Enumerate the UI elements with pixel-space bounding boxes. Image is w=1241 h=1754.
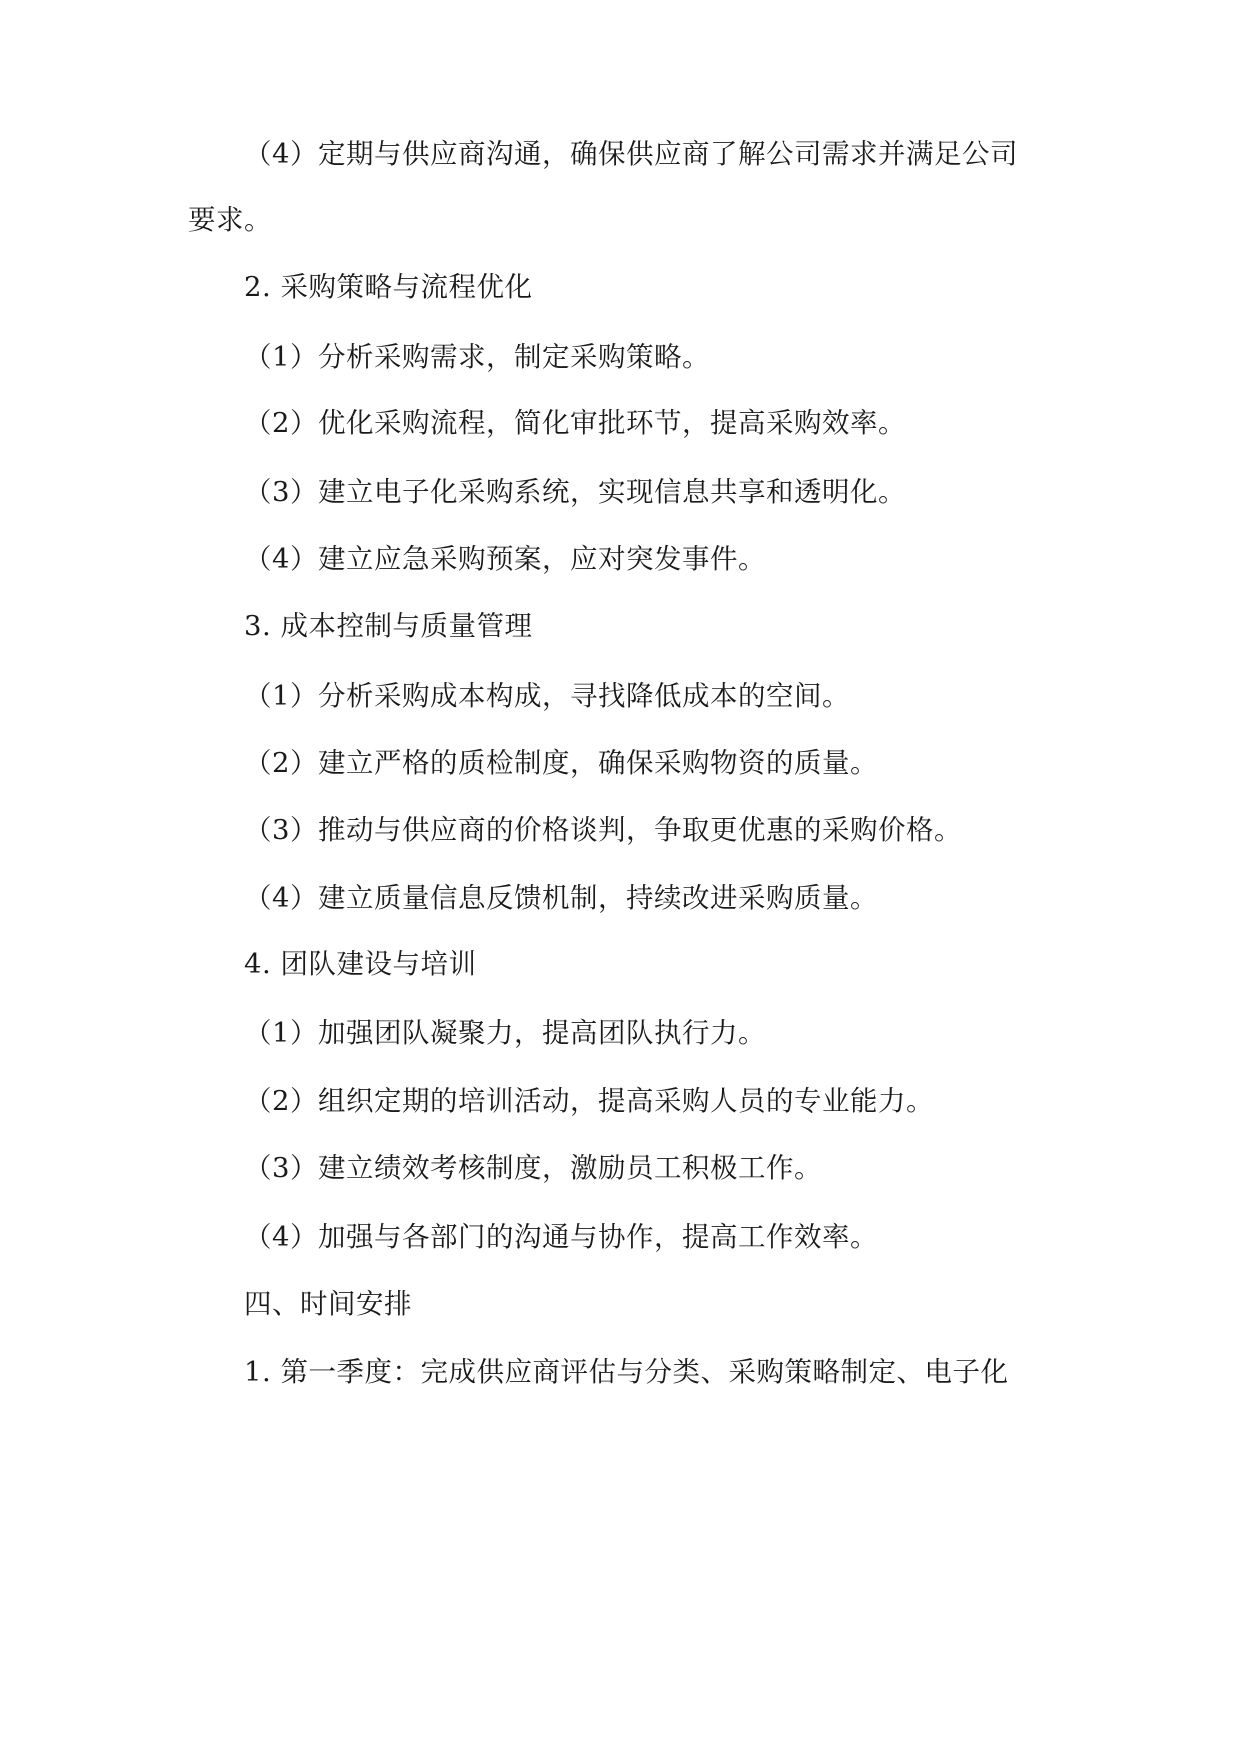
list-item: （4）建立质量信息反馈机制，持续改进采购质量。 bbox=[244, 882, 878, 914]
list-item: （3）建立绩效考核制度，激励员工积极工作。 bbox=[244, 1152, 822, 1184]
paragraph-line: （4）定期与供应商沟通，确保供应商了解公司需求并满足公司 bbox=[244, 138, 1018, 170]
paragraph-line: 要求。 bbox=[188, 204, 272, 236]
list-item: （2）建立严格的质检制度，确保采购物资的质量。 bbox=[244, 747, 878, 779]
list-item: （2）组织定期的培训活动，提高采购人员的专业能力。 bbox=[244, 1085, 934, 1117]
list-item: （1）加强团队凝聚力，提高团队执行力。 bbox=[244, 1017, 766, 1049]
list-item: （4）建立应急采购预案，应对突发事件。 bbox=[244, 543, 766, 575]
section-heading: 2. 采购策略与流程优化 bbox=[244, 271, 533, 303]
list-item: （1）分析采购成本构成，寻找降低成本的空间。 bbox=[244, 680, 850, 712]
list-item: 1. 第一季度：完成供应商评估与分类、采购策略制定、电子化 bbox=[244, 1356, 1009, 1388]
chapter-heading: 四、时间安排 bbox=[244, 1288, 412, 1320]
list-item: （3）建立电子化采购系统，实现信息共享和透明化。 bbox=[244, 476, 906, 508]
list-item: （4）加强与各部门的沟通与协作，提高工作效率。 bbox=[244, 1221, 878, 1253]
section-heading: 3. 成本控制与质量管理 bbox=[244, 610, 533, 642]
list-item: （3）推动与供应商的价格谈判，争取更优惠的采购价格。 bbox=[244, 814, 962, 846]
list-item: （1）分析采购需求，制定采购策略。 bbox=[244, 341, 710, 373]
list-item: （2）优化采购流程，简化审批环节，提高采购效率。 bbox=[244, 407, 906, 439]
section-heading: 4. 团队建设与培训 bbox=[244, 948, 477, 980]
